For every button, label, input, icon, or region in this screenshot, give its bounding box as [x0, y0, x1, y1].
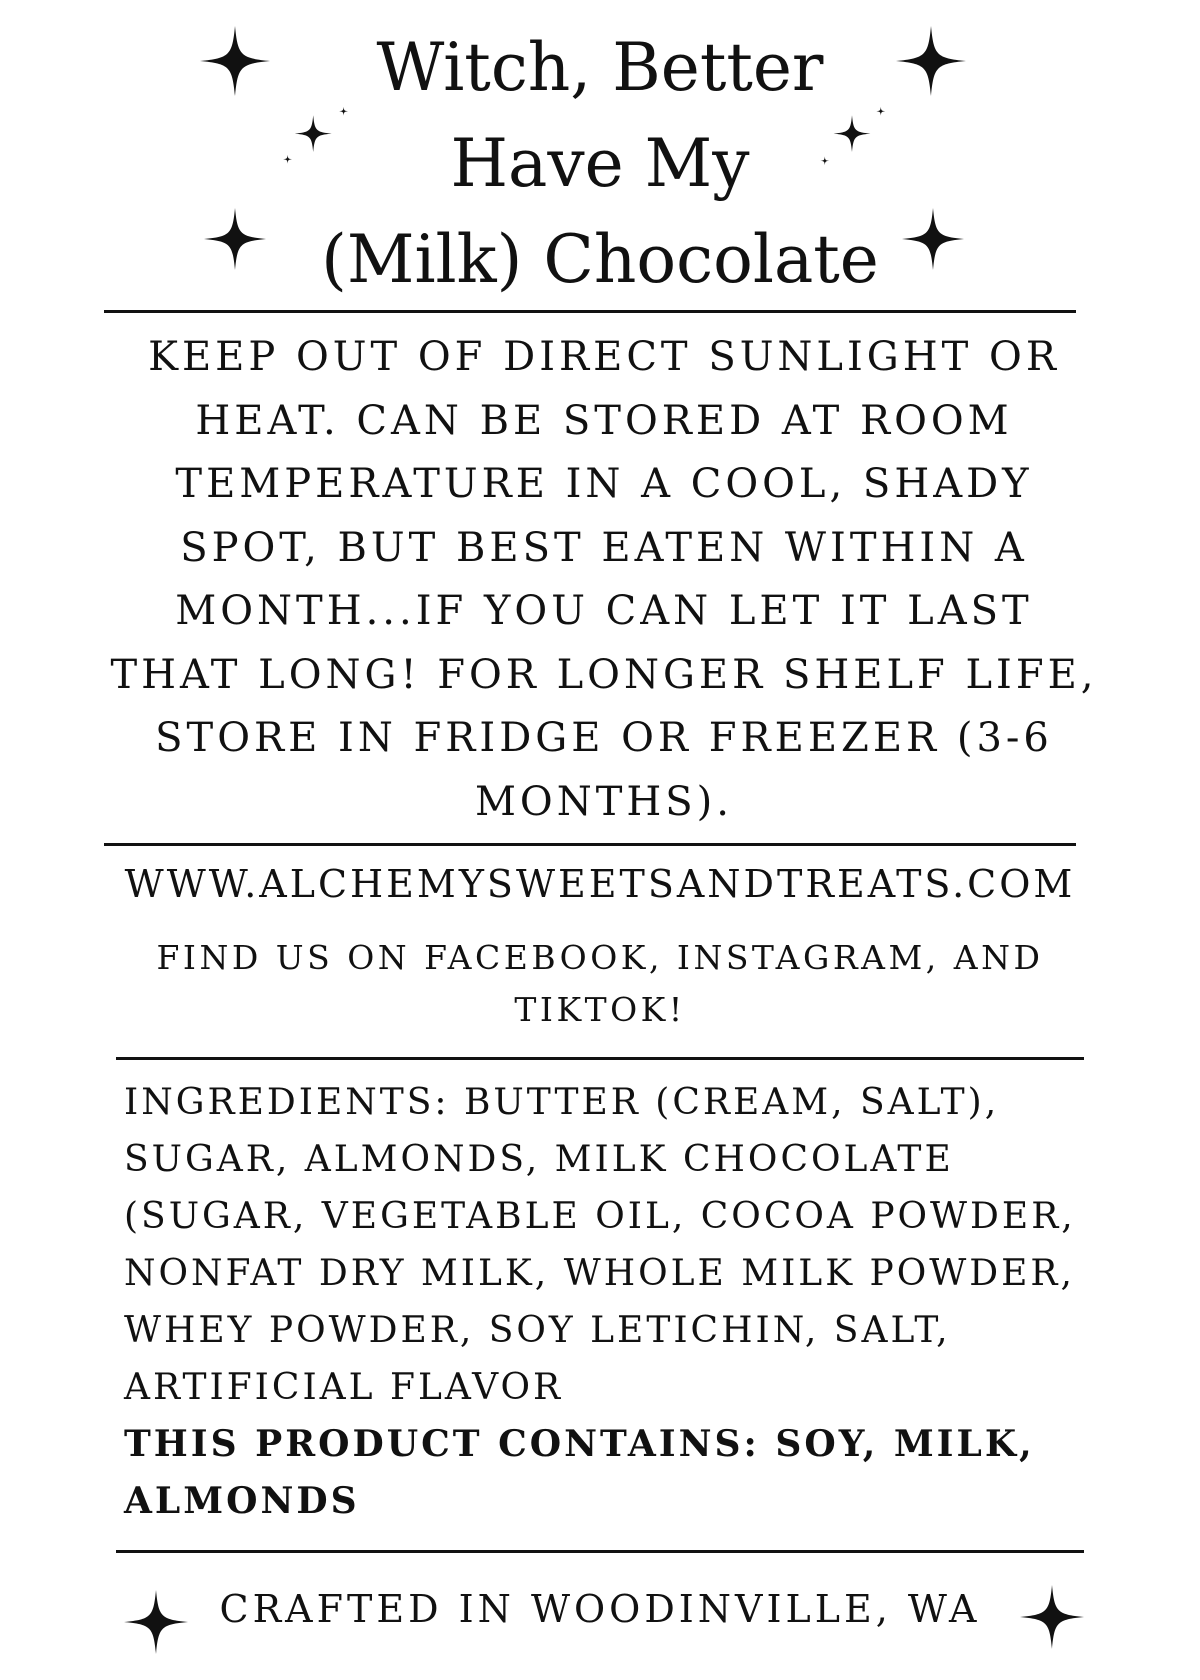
sparkle-icon [124, 1590, 188, 1654]
ingredients-list: INGREDIENTS: BUTTER (CREAM, SALT), SUGAR, ALMONDS, MILK CHOCOLATE (SUGAR, VEGETABLE OIL, COCOA POWDER, NONFAT DRY MILK, WHOLE MILK POWDER, WHEY POWDER, SOY LETICHIN, SALT, ARTIFICIAL FLAVOR [124, 1082, 1076, 1408]
sparkle-icon [204, 208, 266, 270]
title-line-3: (Milk) Chocolate [321, 221, 879, 298]
divider [104, 310, 1076, 313]
storage-instructions: KEEP OUT OF DIRECT SUNLIGHT OR HEAT. CAN BE STORED AT ROOM TEMPERATURE IN A COOL, SHADY SPOT, BUT BEST EATEN WITHIN A MONTH...IF YOU CAN LET IT LAST THAT LONG! FOR LONGER SHELF LIFE, STORE IN FRIDGE OR FREEZER (3-6 MONTHS). [110, 334, 1098, 825]
social-media-text: FIND US ON FACEBOOK, INSTAGRAM, AND TIKTOK! [156, 938, 1044, 1029]
divider [116, 1550, 1084, 1553]
title-line-2: Have My [450, 125, 750, 202]
website-link[interactable]: WWW.ALCHEMYSWEETSANDTREATS.COM [124, 862, 1076, 906]
divider [116, 1057, 1084, 1060]
sparkle-cluster-icon [812, 100, 892, 180]
allergen-warning: THIS PRODUCT CONTAINS: SOY, MILK, ALMONDS [124, 1423, 1035, 1522]
sparkle-icon [902, 208, 964, 270]
sparkle-icon [896, 26, 966, 96]
title-line-1: Witch, Better [376, 29, 824, 106]
sparkle-cluster-icon [278, 100, 358, 180]
sparkle-icon [200, 26, 270, 96]
crafted-location: CRAFTED IN WOODINVILLE, WA [219, 1587, 981, 1631]
product-title [0, 20, 1200, 308]
divider [104, 843, 1076, 846]
sparkle-icon [1020, 1585, 1084, 1649]
